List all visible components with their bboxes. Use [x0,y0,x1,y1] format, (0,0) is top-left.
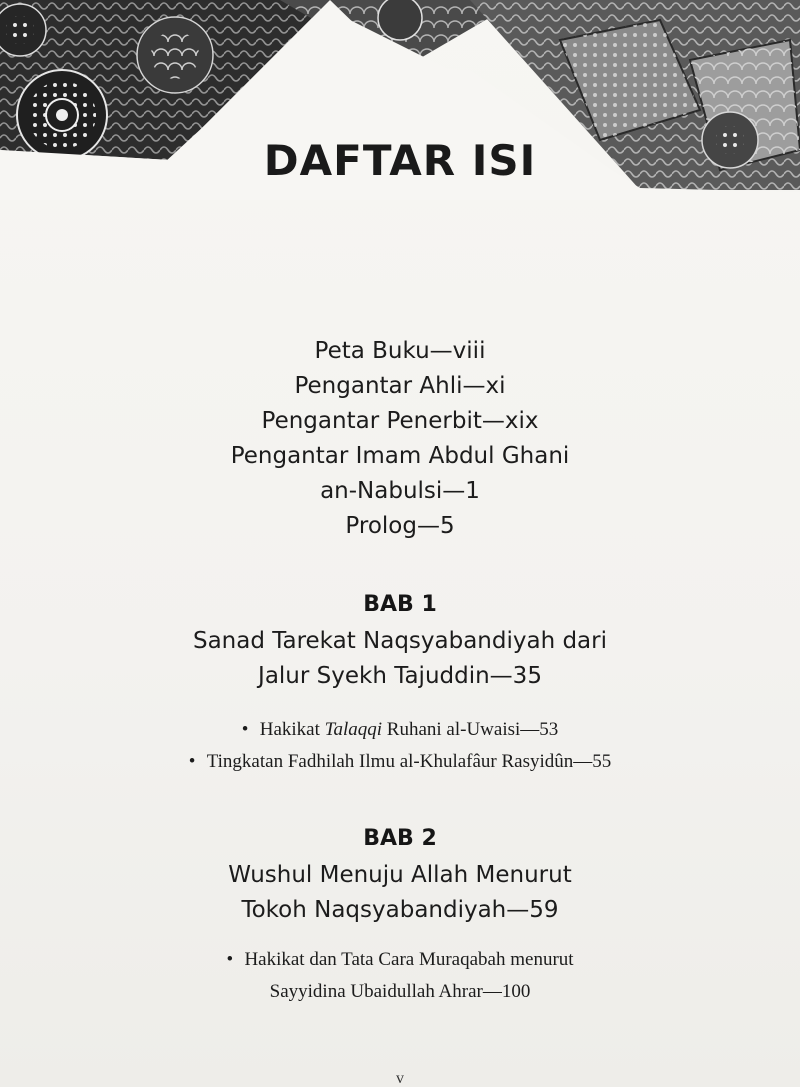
toc-entry-peta-buku: Peta Buku—viii [314,338,486,364]
subsection-tingkatan [0,746,800,778]
chapter-1-title-line2: Jalur Syekh Tajuddin—35 [258,663,542,689]
subsection-talaqqi-italic: Talaqqi [324,719,383,740]
chapter-2-heading: BAB 2 [363,826,437,851]
toc-entry-pengantar-imam-line1: Pengantar Imam Abdul Ghani [230,443,570,469]
page-title: DAFTAR ISI [263,136,537,185]
chapter-1 [0,590,800,778]
chapter-1-title-line1: Sanad Tarekat Naqsyabandiyah dari [192,628,608,654]
chapter-2-subsections [0,944,800,1008]
page-number: v [396,1070,404,1087]
front-matter-list [0,334,800,544]
chapter-2-title [0,858,800,928]
subsection-talaqqi-prefix: Hakikat [259,719,325,740]
table-of-contents [0,334,800,1008]
toc-entry-prolog: Prolog—5 [345,513,455,539]
bullet-icon: • [241,719,249,740]
subsection-muraqabah-text1: Hakikat dan Tata Cara Muraqabah menurut [244,949,574,970]
subsection-muraqabah-line1 [0,944,800,976]
subsection-muraqabah-line2: Sayyidina Ubaidullah Ahrar—100 [269,981,531,1002]
chapter-2-title-line2: Tokoh Naqsyabandiyah—59 [241,897,559,923]
toc-entry-pengantar-ahli: Pengantar Ahli—xi [294,373,506,399]
chapter-1-heading: BAB 1 [363,592,437,617]
chapter-1-title [0,624,800,694]
chapter-1-subsections [0,714,800,778]
bullet-icon: • [226,949,234,970]
subsection-talaqqi [0,714,800,746]
chapter-2-title-line1: Wushul Menuju Allah Menurut [228,862,572,888]
toc-entry-pengantar-imam-line2: an-Nabulsi—1 [320,478,480,504]
bullet-icon: • [188,751,196,772]
subsection-talaqqi-suffix: Ruhani al-Uwaisi—53 [382,719,559,740]
toc-entry-pengantar-penerbit: Pengantar Penerbit—xix [261,408,539,434]
chapter-2 [0,824,800,1008]
subsection-tingkatan-text: Tingkatan Fadhilah Ilmu al-Khulafâur Rasyidûn—55 [206,751,612,772]
